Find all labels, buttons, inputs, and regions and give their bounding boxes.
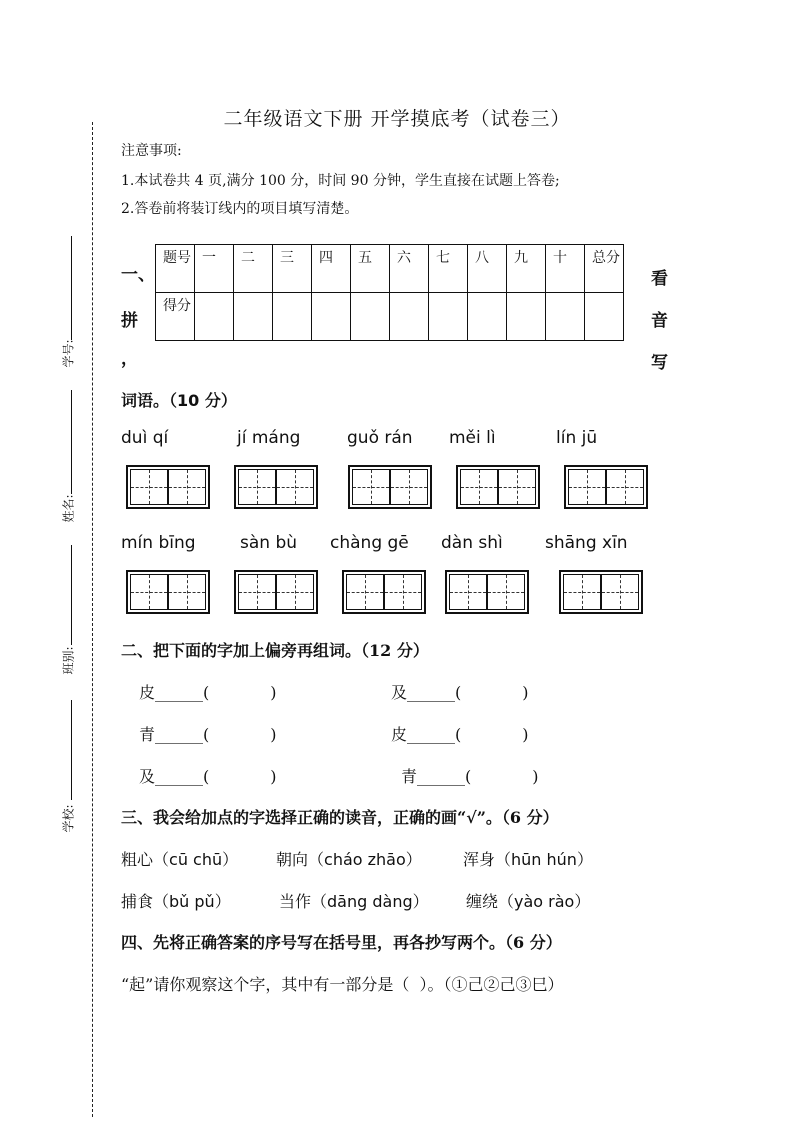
score-cell-total[interactable] bbox=[585, 293, 624, 341]
name-label: 姓名: bbox=[61, 494, 76, 523]
pinyin-label: chàng gē bbox=[330, 533, 409, 553]
score-table-col: 六 bbox=[390, 245, 429, 293]
score-table-col: 三 bbox=[273, 245, 312, 293]
section2-heading: 二、把下面的字加上偏旁再组词。（12 分） bbox=[121, 641, 429, 660]
reading-item[interactable]: 朝向（cháo zhāo） bbox=[276, 850, 422, 869]
score-cell[interactable] bbox=[234, 293, 273, 341]
reading-item[interactable]: 浑身（hūn hún） bbox=[463, 850, 593, 869]
pinyin-label: guǒ rán bbox=[347, 428, 413, 448]
name-line bbox=[71, 390, 72, 494]
score-table-header-row bbox=[156, 245, 624, 293]
reading-item[interactable]: 缠绕（yào rào） bbox=[466, 892, 591, 911]
score-table-col: 四 bbox=[312, 245, 351, 293]
score-cell[interactable] bbox=[546, 293, 585, 341]
section1-char-yin: 音 bbox=[651, 311, 668, 331]
score-table-score-label: 得分 bbox=[156, 293, 195, 341]
score-table-col: 七 bbox=[429, 245, 468, 293]
score-cell[interactable] bbox=[429, 293, 468, 341]
score-cell[interactable] bbox=[312, 293, 351, 341]
score-table-col: 九 bbox=[507, 245, 546, 293]
writing-grid[interactable] bbox=[564, 465, 648, 509]
radical-item[interactable]: 青______( ) bbox=[401, 767, 539, 786]
writing-grid[interactable] bbox=[559, 570, 643, 614]
writing-grid[interactable] bbox=[126, 570, 210, 614]
class-label: 班别: bbox=[61, 646, 76, 675]
radical-item[interactable]: 皮______( ) bbox=[391, 725, 529, 744]
writing-grid[interactable] bbox=[445, 570, 529, 614]
radical-item[interactable]: 皮______( ) bbox=[139, 683, 277, 702]
score-cell[interactable] bbox=[468, 293, 507, 341]
section1-char-xie: 写 bbox=[651, 353, 668, 373]
writing-grid[interactable] bbox=[342, 570, 426, 614]
score-cell[interactable] bbox=[195, 293, 234, 341]
score-table-head-label: 题号 bbox=[156, 245, 195, 293]
student-no-label: 学号: bbox=[61, 339, 76, 368]
score-table-col: 八 bbox=[468, 245, 507, 293]
section1-char-pin: 拼 bbox=[121, 311, 138, 331]
student-no-line bbox=[71, 236, 72, 340]
score-table-score-row bbox=[156, 293, 624, 341]
notes-heading: 注意事项: bbox=[121, 143, 182, 159]
writing-grid[interactable] bbox=[348, 465, 432, 509]
section1-comma: ， bbox=[121, 349, 138, 369]
section1-char-kan: 看 bbox=[651, 269, 668, 289]
pinyin-label: sàn bù bbox=[240, 533, 298, 553]
pinyin-label: lín jū bbox=[556, 428, 598, 448]
radical-item[interactable]: 及______( ) bbox=[139, 767, 277, 786]
pinyin-label: mín bīng bbox=[121, 533, 196, 553]
writing-grid[interactable] bbox=[234, 570, 318, 614]
score-table-col: 十 bbox=[546, 245, 585, 293]
reading-item[interactable]: 捕食（bǔ pǔ） bbox=[121, 892, 231, 911]
pinyin-label: duì qí bbox=[121, 428, 169, 448]
section4-question[interactable]: “起”请你观察这个字，其中有一部分是（ ）。（①己②己③巳） bbox=[121, 975, 564, 994]
score-table-col-total: 总分 bbox=[585, 245, 624, 293]
writing-grid[interactable] bbox=[126, 465, 210, 509]
reading-item[interactable]: 当作（dāng dàng） bbox=[279, 892, 429, 911]
section1-number: 一、 bbox=[121, 265, 155, 285]
score-cell[interactable] bbox=[507, 293, 546, 341]
score-table-col: 一 bbox=[195, 245, 234, 293]
section3-heading: 三、我会给加点的字选择正确的读音，正确的画“√”。（6 分） bbox=[121, 808, 559, 827]
radical-item[interactable]: 及______( ) bbox=[391, 683, 529, 702]
reading-item[interactable]: 粗心（cū chū） bbox=[121, 850, 239, 869]
pinyin-label: měi lì bbox=[449, 428, 496, 448]
page-title: 二年级语文下册 开学摸底考（试卷三） bbox=[223, 108, 571, 130]
writing-grid[interactable] bbox=[234, 465, 318, 509]
score-table bbox=[155, 244, 624, 341]
score-cell[interactable] bbox=[273, 293, 312, 341]
score-cell[interactable] bbox=[351, 293, 390, 341]
section1-heading-cont: 词语。（10 分） bbox=[121, 391, 237, 410]
school-label: 学校: bbox=[61, 804, 76, 833]
school-line bbox=[71, 700, 72, 800]
section4-heading: 四、先将正确答案的序号写在括号里，再各抄写两个。（6 分） bbox=[121, 933, 562, 952]
binding-dashed-line bbox=[92, 122, 93, 1117]
score-table-col: 五 bbox=[351, 245, 390, 293]
notes-line-2: 2.答卷前将装订线内的项目填写清楚。 bbox=[121, 201, 359, 217]
class-line bbox=[71, 545, 72, 645]
writing-grid[interactable] bbox=[456, 465, 540, 509]
pinyin-label: dàn shì bbox=[441, 533, 503, 553]
pinyin-label: jí máng bbox=[237, 428, 301, 448]
pinyin-label: shāng xīn bbox=[545, 533, 628, 553]
notes-line-1: 1.本试卷共 4 页,满分 100 分，时间 90 分钟，学生直接在试题上答卷; bbox=[121, 173, 560, 189]
score-table-col: 二 bbox=[234, 245, 273, 293]
score-cell[interactable] bbox=[390, 293, 429, 341]
radical-item[interactable]: 青______( ) bbox=[139, 725, 277, 744]
